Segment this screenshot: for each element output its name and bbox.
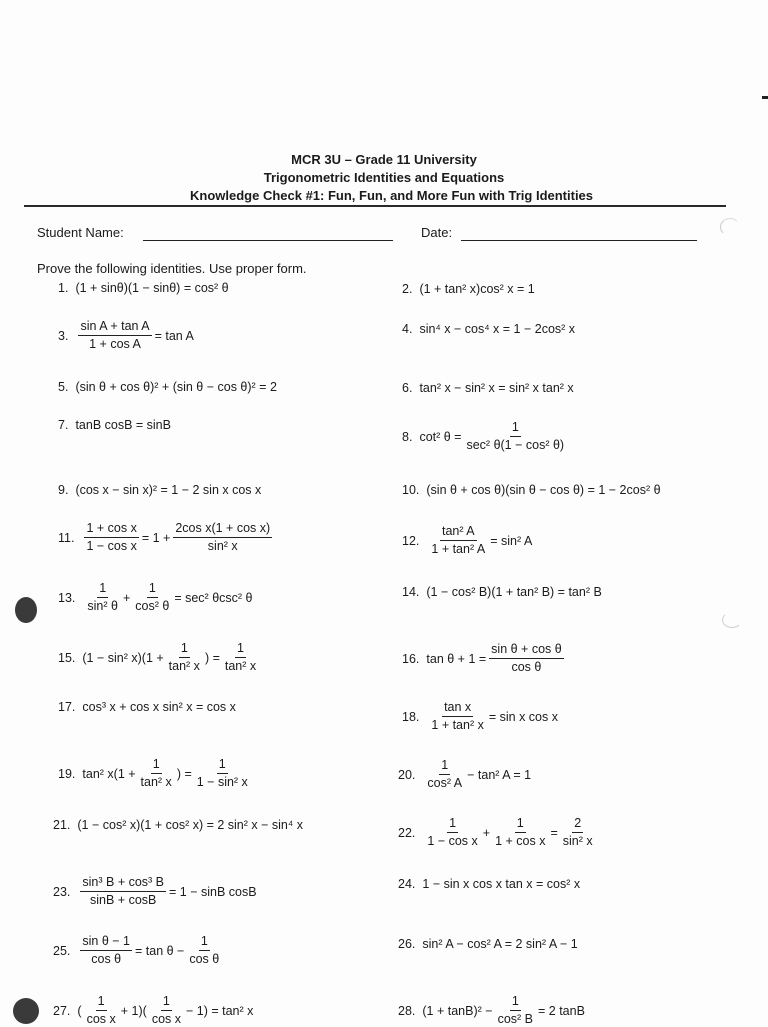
operator: = [550, 825, 558, 840]
problem-number: 25. [53, 943, 71, 958]
problem-number: 11. [58, 530, 75, 545]
numerator: sin θ + cos θ [489, 642, 564, 659]
student-name-line[interactable] [143, 240, 393, 241]
problem-15 [58, 641, 261, 674]
problem-20 [398, 758, 531, 791]
fraction [84, 521, 138, 554]
student-name-label: Student Name: [37, 225, 124, 240]
problem-number: 4. [402, 322, 413, 336]
problem-7 [58, 417, 171, 433]
numerator: 1 [447, 816, 458, 833]
fraction [85, 581, 120, 614]
denominator: tan² x [168, 659, 200, 673]
expr-part: (1 + tanB)² − [422, 1003, 493, 1018]
identity-rhs: = sec² θcsc² θ [174, 590, 253, 605]
fraction [195, 757, 250, 790]
numerator: tan x [442, 700, 473, 717]
identity: (1 + tan² x)cos² x = 1 [419, 282, 535, 296]
problem-number: 19. [58, 766, 76, 781]
problem-number: 12. [402, 533, 420, 548]
expr-part: ( [77, 1003, 82, 1018]
denominator: 1 − sin² x [196, 775, 248, 789]
fraction [425, 816, 479, 849]
problem-16 [402, 642, 567, 675]
operator: = 1 + [141, 530, 171, 545]
identity: tanB cosB = sinB [75, 418, 171, 432]
denominator: cos x [151, 1012, 181, 1026]
fraction [223, 641, 258, 674]
fraction [493, 816, 547, 849]
denominator: 1 + cos A [89, 337, 141, 351]
numerator: tan² A [440, 524, 477, 541]
problem-number: 9. [58, 483, 69, 497]
numerator: sin³ B + cos³ B [80, 875, 166, 892]
numerator: 1 [439, 758, 450, 775]
fraction [464, 420, 566, 453]
problem-number: 26. [398, 937, 416, 951]
identity: sin⁴ x − cos⁴ x = 1 − 2cos² x [419, 322, 576, 336]
problem-number: 15. [58, 650, 76, 665]
operator: = tan θ − [135, 943, 185, 958]
numerator: 1 [179, 641, 190, 658]
problem-4 [402, 321, 575, 337]
denominator: 1 − cos x [427, 834, 478, 848]
problem-2 [402, 281, 535, 297]
operator: + [122, 590, 131, 605]
problem-18 [402, 700, 558, 733]
margin-mark [722, 612, 742, 628]
identity-rhs: − tan² A = 1 [467, 767, 532, 782]
operator: + [482, 825, 491, 840]
problem-17 [58, 699, 236, 715]
problem-number: 24. [398, 877, 416, 891]
denominator: cos² A [427, 776, 463, 790]
identity-rhs: = 2 tanB [538, 1003, 585, 1018]
identity: 1 − sin x cos x tan x = cos² x [422, 877, 581, 891]
numerator: 1 [235, 641, 246, 658]
identity: sin² A − cos² A = 2 sin² A − 1 [422, 937, 578, 951]
numerator: sin A + tan A [78, 319, 151, 336]
numerator: 1 [515, 816, 526, 833]
problem-number: 18. [402, 709, 420, 724]
fraction [489, 642, 564, 675]
problem-1 [58, 280, 229, 296]
fraction [85, 994, 118, 1027]
identity: (1 + sinθ)(1 − sinθ) = cos² θ [75, 281, 229, 295]
problem-14 [402, 584, 602, 600]
problem-number: 20. [398, 767, 416, 782]
hole-punch-mark [15, 597, 37, 623]
identity-rhs: = sin x cos x [488, 709, 558, 724]
edge-mark [762, 96, 768, 99]
numerator: 1 + cos x [84, 521, 138, 538]
denominator: 1 + tan² A [431, 542, 486, 556]
numerator: 1 [217, 757, 228, 774]
fraction [78, 319, 151, 352]
denominator: sin² θ [87, 599, 118, 613]
denominator: sinB + cosB [90, 893, 157, 907]
fraction [80, 934, 132, 967]
fraction [496, 994, 535, 1027]
numerator: 1 [510, 420, 521, 437]
identity-lhs: tan θ + 1 = [426, 651, 487, 666]
numerator: sin θ − 1 [80, 934, 132, 951]
numerator: 1 [151, 757, 162, 774]
header-divider [24, 205, 726, 207]
date-label: Date: [421, 225, 453, 240]
course-title: MCR 3U – Grade 11 University [291, 152, 477, 167]
denominator: cos θ [189, 952, 220, 966]
fraction [133, 581, 171, 614]
problem-9 [58, 482, 261, 498]
numerator: 1 [199, 934, 210, 951]
denominator: tan² x [224, 659, 257, 673]
problem-12 [402, 524, 532, 557]
expr-part: (1 − sin² x)(1 + [82, 650, 164, 665]
denominator: 1 − cos x [86, 539, 137, 553]
fraction [173, 521, 272, 554]
denominator: cos x [86, 1012, 116, 1026]
hole-punch-mark [13, 998, 39, 1024]
problem-24 [398, 876, 580, 892]
problem-8 [402, 420, 569, 453]
problem-5 [58, 379, 277, 395]
fraction [139, 757, 174, 790]
expr-part: ) = [176, 766, 192, 781]
numerator: 1 [510, 994, 521, 1011]
identity: (1 − cos² B)(1 + tan² B) = tan² B [426, 585, 602, 599]
identity-lhs: cot² θ = [419, 429, 462, 444]
fraction [167, 641, 202, 674]
problem-number: 21. [53, 818, 71, 832]
fraction [429, 524, 487, 557]
problem-22 [398, 816, 598, 849]
problem-number: 5. [58, 380, 69, 394]
fraction [425, 758, 464, 791]
denominator: sin² x [207, 539, 238, 553]
identity: (sin θ + cos θ)² + (sin θ − cos θ)² = 2 [75, 380, 277, 394]
expr-part: ) = [204, 650, 220, 665]
problem-21 [53, 817, 303, 833]
identity-rhs: = tan A [154, 328, 194, 343]
problem-number: 28. [398, 1003, 416, 1018]
instructions: Prove the following identities. Use proper form. [37, 261, 307, 276]
problem-number: 17. [58, 700, 76, 714]
numerator: 1 [147, 581, 158, 598]
problem-number: 23. [53, 884, 71, 899]
expr-part: tan² x(1 + [82, 766, 136, 781]
problem-number: 6. [402, 381, 413, 395]
problem-number: 27. [53, 1003, 71, 1018]
denominator: 1 + tan² x [431, 718, 484, 732]
problem-19 [58, 757, 253, 790]
problem-23 [53, 875, 257, 908]
problem-number: 16. [402, 651, 420, 666]
date-line[interactable] [461, 240, 697, 241]
numerator: 1 [161, 994, 172, 1011]
denominator: cos² B [497, 1012, 534, 1026]
fraction [150, 994, 183, 1027]
denominator: cos² θ [135, 599, 170, 613]
problem-10 [402, 482, 661, 498]
problem-26 [398, 936, 578, 952]
problem-6 [402, 380, 574, 396]
identity: (1 − cos² x)(1 + cos² x) = 2 sin² x − sin⁴ x [77, 818, 303, 832]
fraction [561, 816, 595, 849]
problem-number: 10. [402, 483, 420, 497]
denominator: tan² x [140, 775, 172, 789]
expr-part: − 1) = tan² x [186, 1003, 254, 1018]
problem-number: 22. [398, 825, 416, 840]
problem-number: 8. [402, 429, 413, 444]
numerator: 1 [97, 581, 108, 598]
denominator: 1 + cos x [495, 834, 546, 848]
numerator: 2 [572, 816, 583, 833]
identity: tan² x − sin² x = sin² x tan² x [419, 381, 574, 395]
identity-rhs: = sin² A [490, 533, 533, 548]
problem-27 [53, 994, 253, 1027]
problem-number: 14. [402, 585, 420, 599]
expr-part: + 1)( [120, 1003, 147, 1018]
problem-number: 2. [402, 282, 413, 296]
margin-mark [720, 218, 740, 236]
numerator: 1 [96, 994, 107, 1011]
problem-3 [58, 319, 194, 352]
problem-28 [398, 994, 585, 1027]
denominator: cos θ [511, 660, 542, 674]
fraction [80, 875, 166, 908]
problem-25 [53, 934, 224, 967]
denominator: sin² x [562, 834, 593, 848]
problem-number: 7. [58, 418, 69, 432]
identity: (cos x − sin x)² = 1 − 2 sin x cos x [75, 483, 262, 497]
problem-number: 13. [58, 590, 76, 605]
problem-number: 1. [58, 281, 69, 295]
problem-number: 3. [58, 328, 69, 343]
fraction [187, 934, 221, 967]
identity-rhs: = 1 − sinB cosB [169, 884, 257, 899]
numerator: 2cos x(1 + cos x) [173, 521, 272, 538]
fraction [429, 700, 485, 733]
worksheet-title: Knowledge Check #1: Fun, Fun, and More Fun with Trig Identities [190, 188, 594, 203]
identity: (sin θ + cos θ)(sin θ − cos θ) = 1 − 2cos² θ [426, 483, 661, 497]
denominator: cos θ [91, 952, 122, 966]
unit-title: Trigonometric Identities and Equations [263, 170, 505, 185]
denominator: sec² θ(1 − cos² θ) [466, 438, 565, 452]
identity: cos³ x + cos x sin² x = cos x [82, 700, 236, 714]
problem-13 [58, 581, 252, 614]
problem-11 [58, 521, 275, 554]
